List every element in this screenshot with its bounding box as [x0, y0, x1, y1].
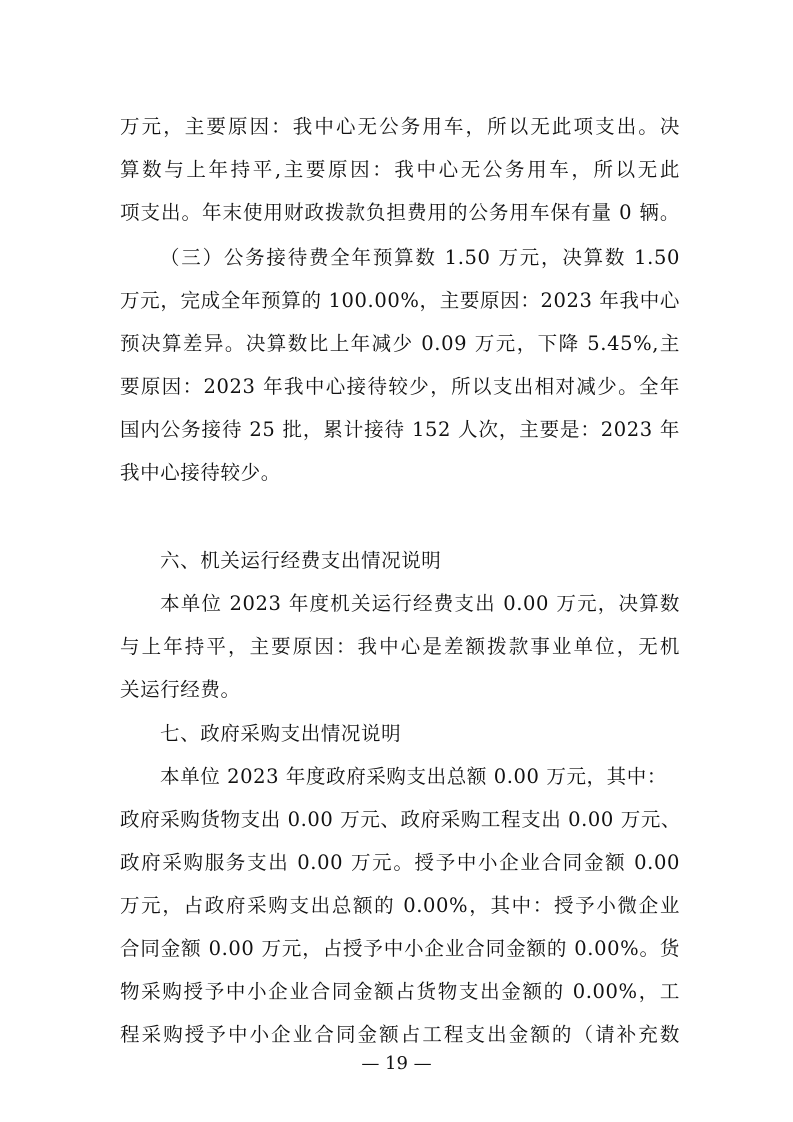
paragraph-line: 万元，占政府采购支出总额的 0.00%，其中：授予小微企业 [120, 894, 680, 917]
paragraph-line: 算数与上年持平,主要原因：我中心无公务用车，所以无此 [120, 158, 680, 181]
paragraph-line: 我中心接待较少。 [120, 461, 281, 484]
paragraph-line: 万元，主要原因：我中心无公务用车，所以无此项支出。决 [120, 115, 680, 138]
paragraph-line: 本单位 2023 年度政府采购支出总额 0.00 万元，其中： [160, 765, 667, 788]
paragraph-line: （三）公务接待费全年预算数 1.50 万元，决算数 1.50 [160, 246, 680, 269]
paragraph-line: 国内公务接待 25 批，累计接待 152 人次，主要是：2023 年 [120, 418, 680, 441]
paragraph-line: 本单位 2023 年度机关运行经费支出 0.00 万元，决算数 [160, 592, 680, 615]
paragraph-line: 与上年持平，主要原因：我中心是差额拨款事业单位，无机 [120, 635, 680, 658]
paragraph-line: 万元，完成全年预算的 100.00%，主要原因：2023 年我中心 [120, 289, 680, 312]
paragraph-line: 合同金额 0.00 万元，占授予中小企业合同金额的 0.00%。货 [120, 937, 680, 960]
paragraph-line: 要原因：2023 年我中心接待较少，所以支出相对减少。全年 [120, 375, 680, 398]
page-number: — 19 — [361, 1053, 432, 1074]
paragraph-line: 政府采购货物支出 0.00 万元、政府采购工程支出 0.00 万元、 [120, 808, 682, 831]
section-heading: 六、机关运行经费支出情况说明 [160, 549, 442, 572]
paragraph-line: 预决算差异。决算数比上年减少 0.09 万元，下降 5.45%,主 [120, 332, 680, 355]
paragraph-line: 政府采购服务支出 0.00 万元。授予中小企业合同金额 0.00 [120, 851, 680, 874]
paragraph-line: 物采购授予中小企业合同金额占货物支出金额的 0.00%，工 [120, 980, 680, 1003]
paragraph-line: 程采购授予中小企业合同金额占工程支出金额的（请补充数 [120, 1023, 680, 1046]
section-heading: 七、政府采购支出情况说明 [160, 722, 402, 745]
paragraph-line: 项支出。年末使用财政拨款负担费用的公务用车保有量 0 辆。 [120, 201, 680, 224]
paragraph-line: 关运行经费。 [120, 678, 241, 701]
